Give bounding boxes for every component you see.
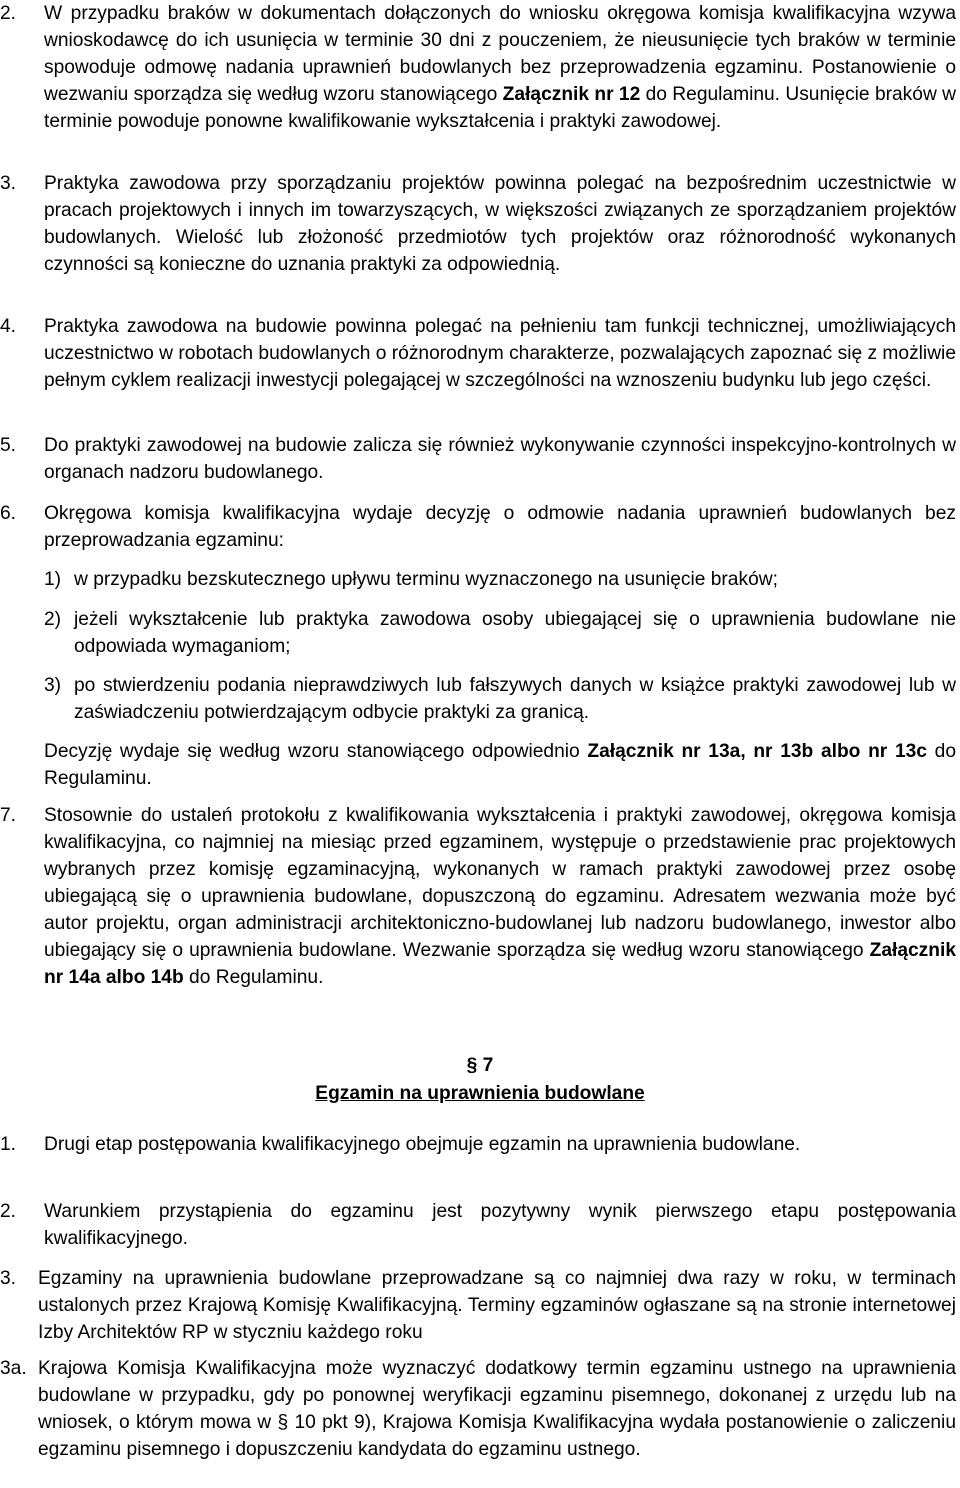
item-text: Stosownie do ustaleń protokołu z kwalifikowania wykształcenia i praktyki zawodowej, okręgowa komisja kwalifikacyjna, co najmniej na miesiąc przed egzaminem, występuje o przedstawienie prac projektowych wybranych przez komisję egzaminacyjną, wykonanych w ramach praktyki zawodowej przez osobę ubiegającą się o uprawnienia budowlane, dopuszczoną do egzaminu. Adresatem wezwania może być autor projektu, organ administracji architektoniczno-budowlanej lub nadzoru budowlanego, inwestor albo ubiegający się o uprawnienia budowlane. Wezwanie sporządza się według wzoru stanowiącego Załącznik nr 14a albo 14b do Regulaminu. <box>44 805 956 988</box>
list-item-3 <box>0 170 960 305</box>
section-number-value: 7 <box>482 1055 494 1076</box>
list-item-6 <box>0 500 960 790</box>
list-item-2 <box>0 0 960 162</box>
sub-item-text: jeżeli wykształcenie lub praktyka zawodowa osoby ubiegającej się o uprawnienia budowlane nie odpowiada wymaganiom; <box>74 609 956 657</box>
item-number: 6. <box>0 503 17 524</box>
sub-item-number: 3) <box>44 675 62 696</box>
item-text: Warunkiem przystąpienia do egzaminu jest pozytywny wynik pierwszego etapu postępowania kwalifikacyjnego. <box>44 1201 956 1249</box>
item-number: 1. <box>0 1134 17 1155</box>
sub-item-number: 1) <box>44 569 62 590</box>
list-item-3a <box>0 1355 960 1485</box>
list-item-2b <box>0 1198 960 1252</box>
decision-note: Decyzję wydaje się według wzoru stanowiącego odpowiednio Załącznik nr 13a, nr 13b albo nr 13c do Regulaminu. <box>44 741 957 789</box>
item-number: 4. <box>0 316 17 337</box>
section-sign: § <box>466 1055 478 1076</box>
item-text: Egzaminy na uprawnienia budowlane przeprowadzane są co najmniej dwa razy w roku, w terminach ustalonych przez Krajową Komisję Kwalifikacyjną. Terminy egzaminów ogłaszane są na stronie internetowej Izby Architektów RP w styczniu każdego roku <box>38 1268 956 1343</box>
item-number: 5. <box>0 435 17 456</box>
annex-reference: Załącznik nr 14a albo 14b <box>44 940 956 988</box>
item-text: Do praktyki zawodowej na budowie zalicza się również wykonywanie czynności inspekcyjno-kontrolnych w organach nadzoru budowlanego. <box>44 435 956 483</box>
list-item-4 <box>0 313 960 421</box>
list-item-1b <box>0 1131 960 1185</box>
item-text: Praktyka zawodowa przy sporządzaniu projektów powinna polegać na bezpośrednim uczestnictwie w pracach projektowych i innych im towarzyszących, w większości związanych ze sporządzaniem projektów budowlanych. Wielość lub złożoność przedmiotów tych projektów oraz różnorodność wykonanych czynności są konieczne do uznania praktyki za odpowiednią. <box>44 173 956 275</box>
item-number: 3. <box>0 173 17 194</box>
item-text: W przypadku braków w dokumentach dołączonych do wniosku okręgowa komisja kwalifikacyjna wzywa wnioskodawcę do ich usunięcia w terminie 30 dni z pouczeniem, że nieusunięcie tych braków w terminie spowoduje odmowę nadania uprawnień budowlanych bez przeprowadzenia egzaminu. Postanowienie o wezwaniu sporządza się według wzoru stanowiącego Załącznik nr 12 do Regulaminu. Usunięcie braków w terminie powoduje ponowne kwalifikowanie wykształcenia i praktyki zawodowej. <box>44 3 956 132</box>
item-text: Praktyka zawodowa na budowie powinna polegać na pełnieniu tam funkcji technicznej, umożliwiających uczestnictwo w robotach budowlanych o różnorodnym charakterze, pozwalających zapoznać się z możliwie pełnym cyklem realizacji inwestycji polegającej w szczególności na wznoszeniu budynku lub jego części. <box>44 316 956 391</box>
sub-item-number: 2) <box>44 609 62 630</box>
item-number: 3. <box>0 1268 17 1289</box>
item-text: Okręgowa komisja kwalifikacyjna wydaje decyzję o odmowie nadania uprawnień budowlanych bez przeprowadzania egzaminu: <box>44 503 956 551</box>
list-item-7 <box>0 802 960 1022</box>
item-number: 3a. <box>0 1358 27 1379</box>
item-text: Krajowa Komisja Kwalifikacyjna może wyznaczyć dodatkowy termin egzaminu ustnego na uprawnienia budowlane w przypadku, gdy po ponownej weryfikacji egzaminu pisemnego, dokonanej z urzędu lub na wniosek, o którym mowa w § 10 pkt 9), Krajowa Komisja Kwalifikacyjna wydała postanowienie o zaliczeniu egzaminu pisemnego i dopuszczeniu kandydata do egzaminu ustnego. <box>38 1358 956 1460</box>
item-text: Drugi etap postępowania kwalifikacyjnego obejmuje egzamin na uprawnienia budowlane. <box>44 1134 801 1155</box>
annex-reference: Załącznik nr 13a, nr 13b albo nr 13c <box>587 741 927 762</box>
sub-item-text: w przypadku bezskutecznego upływu terminu wyznaczonego na usunięcie braków; <box>74 569 778 590</box>
item-number: 2. <box>0 1201 17 1222</box>
section-title: Egzamin na uprawnienia budowlane <box>315 1083 645 1104</box>
section-number <box>0 1052 960 1079</box>
list-item-5 <box>0 432 960 486</box>
sub-item-text: po stwierdzeniu podania nieprawdziwych lub fałszywych danych w książce praktyki zawodowej lub w zaświadczeniu potwierdzającym odbycie praktyki za granicą. <box>74 675 956 723</box>
annex-reference: Załącznik nr 12 <box>502 84 641 105</box>
list-item-3b <box>0 1265 960 1346</box>
item-number: 2. <box>0 3 17 24</box>
item-number: 7. <box>0 805 17 826</box>
